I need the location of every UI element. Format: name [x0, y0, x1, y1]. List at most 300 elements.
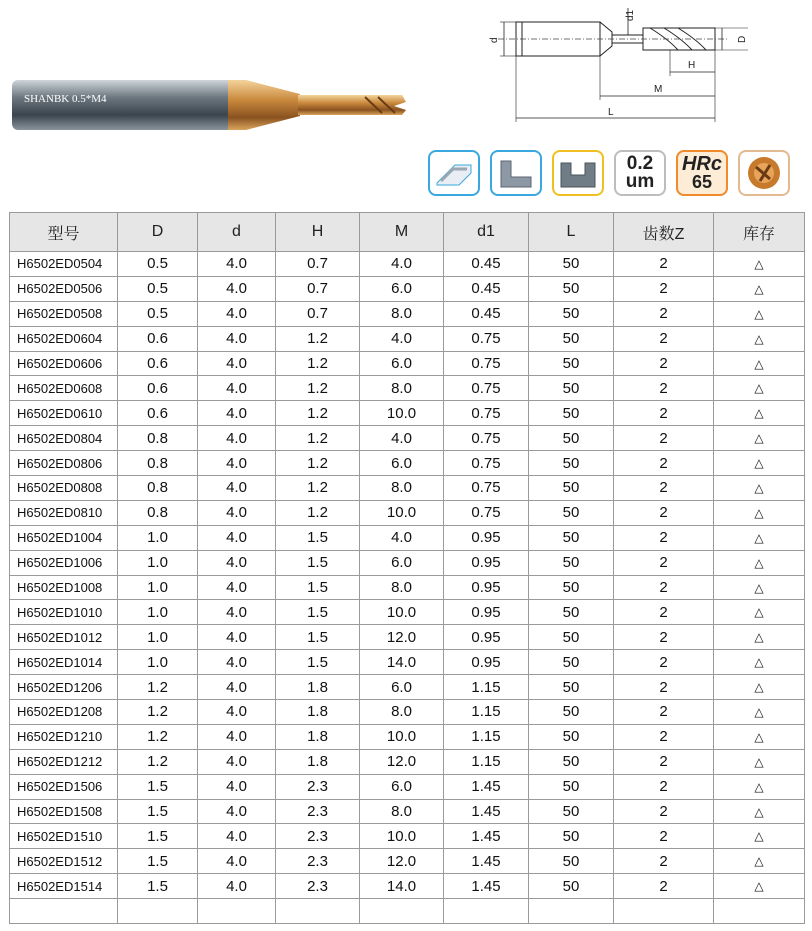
table-row: [10, 625, 805, 650]
cell-d: 4.0: [198, 525, 276, 550]
cell-H: 1.2: [276, 351, 360, 376]
cell-L: 50: [529, 774, 614, 799]
cell-stock: △: [714, 700, 805, 725]
cell-teeth: 2: [614, 401, 714, 426]
cell-M: 4.0: [360, 326, 444, 351]
table-row: [10, 401, 805, 426]
table-row: [10, 451, 805, 476]
cell-teeth: 2: [614, 351, 714, 376]
cell-d: 4.0: [198, 326, 276, 351]
cell-d1: 0.75: [444, 376, 529, 401]
cell-M: 6.0: [360, 451, 444, 476]
cell-H: 1.2: [276, 326, 360, 351]
table-row: [10, 476, 805, 501]
cell-model: H6502ED1208: [10, 700, 118, 725]
cell-M: 6.0: [360, 276, 444, 301]
cell-H: 1.2: [276, 500, 360, 525]
cell-D: 0.6: [118, 326, 198, 351]
cell-teeth: [614, 899, 714, 924]
cell-L: 50: [529, 575, 614, 600]
header-L: L: [529, 213, 614, 252]
header-d1: d1: [444, 213, 529, 252]
cell-d1: 0.95: [444, 600, 529, 625]
table-row: [10, 575, 805, 600]
cell-teeth: 2: [614, 252, 714, 277]
spec-table: [9, 212, 805, 924]
cell-D: 0.5: [118, 301, 198, 326]
cell-d: 4.0: [198, 724, 276, 749]
cell-L: 50: [529, 650, 614, 675]
cell-model: H6502ED1212: [10, 749, 118, 774]
cell-D: 0.8: [118, 476, 198, 501]
cell-M: 6.0: [360, 774, 444, 799]
table-row: [10, 326, 805, 351]
cell-d1: 0.95: [444, 650, 529, 675]
dim-d1: d1: [625, 9, 636, 21]
cell-L: 50: [529, 550, 614, 575]
cell-M: 10.0: [360, 500, 444, 525]
cell-H: 2.3: [276, 849, 360, 874]
cell-d: 4.0: [198, 774, 276, 799]
cell-H: 1.2: [276, 401, 360, 426]
precision-icon: [614, 150, 666, 196]
cell-teeth: 2: [614, 550, 714, 575]
cell-teeth: 2: [614, 700, 714, 725]
table-row: [10, 525, 805, 550]
header-row: [10, 213, 805, 252]
cell-model: [10, 899, 118, 924]
dim-M: M: [654, 84, 663, 95]
cell-teeth: 2: [614, 426, 714, 451]
dim-D: D: [737, 35, 748, 43]
cell-D: [118, 899, 198, 924]
cell-d1: 0.45: [444, 252, 529, 277]
cell-stock: △: [714, 625, 805, 650]
cell-model: H6502ED0808: [10, 476, 118, 501]
cell-D: 1.5: [118, 849, 198, 874]
cell-D: 1.0: [118, 550, 198, 575]
cell-d: 4.0: [198, 874, 276, 899]
cell-D: 1.0: [118, 575, 198, 600]
cell-model: H6502ED1012: [10, 625, 118, 650]
shoulder-milling-icon: [490, 150, 542, 196]
cell-D: 1.2: [118, 700, 198, 725]
table-row: [10, 724, 805, 749]
cell-L: 50: [529, 376, 614, 401]
table-row: [10, 899, 805, 924]
side-milling-icon: [428, 150, 480, 196]
cell-D: 1.2: [118, 749, 198, 774]
cell-L: 50: [529, 525, 614, 550]
cell-H: 1.2: [276, 376, 360, 401]
cell-teeth: 2: [614, 849, 714, 874]
cell-stock: △: [714, 301, 805, 326]
cell-stock: △: [714, 326, 805, 351]
cell-stock: △: [714, 525, 805, 550]
header-D: D: [118, 213, 198, 252]
cell-d1: 0.95: [444, 550, 529, 575]
cell-L: 50: [529, 500, 614, 525]
dimension-drawing: [478, 4, 768, 124]
cell-model: H6502ED1506: [10, 774, 118, 799]
cell-d1: 0.75: [444, 500, 529, 525]
cell-d1: 1.45: [444, 849, 529, 874]
cell-teeth: 2: [614, 625, 714, 650]
cell-model: H6502ED1014: [10, 650, 118, 675]
cell-H: 0.7: [276, 301, 360, 326]
cell-d1: 0.75: [444, 476, 529, 501]
cell-teeth: 2: [614, 874, 714, 899]
coating-icon: [738, 150, 790, 196]
table-row: [10, 774, 805, 799]
header-model: 型号: [10, 213, 118, 252]
cell-d: 4.0: [198, 252, 276, 277]
cell-teeth: 2: [614, 749, 714, 774]
cell-D: 0.6: [118, 376, 198, 401]
cell-model: H6502ED1210: [10, 724, 118, 749]
cell-d: 4.0: [198, 824, 276, 849]
cell-teeth: 2: [614, 824, 714, 849]
cell-M: 12.0: [360, 749, 444, 774]
cell-d: 4.0: [198, 700, 276, 725]
cell-H: 1.2: [276, 476, 360, 501]
cell-stock: △: [714, 575, 805, 600]
header-H: H: [276, 213, 360, 252]
cell-d: 4.0: [198, 849, 276, 874]
cell-M: 14.0: [360, 650, 444, 675]
cell-L: 50: [529, 749, 614, 774]
cell-d: 4.0: [198, 650, 276, 675]
cell-M: 8.0: [360, 476, 444, 501]
table-row: [10, 376, 805, 401]
table-row: [10, 252, 805, 277]
cell-teeth: 2: [614, 774, 714, 799]
cell-model: H6502ED1010: [10, 600, 118, 625]
table-row: [10, 276, 805, 301]
cell-model: H6502ED1514: [10, 874, 118, 899]
cell-L: 50: [529, 600, 614, 625]
cell-M: 8.0: [360, 301, 444, 326]
cell-L: 50: [529, 451, 614, 476]
cell-teeth: 2: [614, 500, 714, 525]
cell-stock: [714, 899, 805, 924]
cell-d: 4.0: [198, 276, 276, 301]
cell-model: H6502ED0610: [10, 401, 118, 426]
cell-d1: 0.75: [444, 351, 529, 376]
cell-D: 1.0: [118, 650, 198, 675]
cell-M: 8.0: [360, 700, 444, 725]
cell-model: H6502ED1508: [10, 799, 118, 824]
cell-teeth: 2: [614, 799, 714, 824]
cell-L: 50: [529, 675, 614, 700]
cell-D: 1.2: [118, 724, 198, 749]
table-row: [10, 799, 805, 824]
cell-d: [198, 899, 276, 924]
cell-d: 4.0: [198, 351, 276, 376]
cell-D: 0.8: [118, 451, 198, 476]
cell-stock: △: [714, 451, 805, 476]
table-row: [10, 874, 805, 899]
cell-stock: △: [714, 476, 805, 501]
cell-teeth: 2: [614, 675, 714, 700]
cell-model: H6502ED0606: [10, 351, 118, 376]
cell-H: [276, 899, 360, 924]
cell-D: 1.0: [118, 625, 198, 650]
cell-stock: △: [714, 799, 805, 824]
cell-d1: 0.95: [444, 575, 529, 600]
table-row: [10, 600, 805, 625]
cell-M: 10.0: [360, 824, 444, 849]
cell-teeth: 2: [614, 451, 714, 476]
cell-H: 1.5: [276, 650, 360, 675]
cell-H: 2.3: [276, 824, 360, 849]
cell-H: 2.3: [276, 799, 360, 824]
cell-M: 8.0: [360, 575, 444, 600]
cell-model: H6502ED0804: [10, 426, 118, 451]
cell-d: 4.0: [198, 550, 276, 575]
cell-D: 1.5: [118, 824, 198, 849]
cell-stock: △: [714, 550, 805, 575]
cell-M: 8.0: [360, 799, 444, 824]
cell-H: 1.8: [276, 724, 360, 749]
cell-stock: △: [714, 500, 805, 525]
cell-stock: △: [714, 874, 805, 899]
cell-d1: 0.75: [444, 326, 529, 351]
dim-d: d: [489, 37, 500, 43]
cell-D: 0.5: [118, 252, 198, 277]
cell-model: H6502ED1004: [10, 525, 118, 550]
cell-D: 1.5: [118, 774, 198, 799]
slot-milling-icon: [552, 150, 604, 196]
cell-stock: △: [714, 351, 805, 376]
cell-M: 8.0: [360, 376, 444, 401]
cell-teeth: 2: [614, 326, 714, 351]
table-row: [10, 675, 805, 700]
precision-value: 0.2: [626, 153, 654, 174]
cell-L: 50: [529, 700, 614, 725]
cell-H: 0.7: [276, 252, 360, 277]
cell-d1: 1.15: [444, 675, 529, 700]
cell-H: 1.5: [276, 525, 360, 550]
cell-teeth: 2: [614, 376, 714, 401]
cell-d: 4.0: [198, 749, 276, 774]
cell-D: 0.6: [118, 351, 198, 376]
cell-stock: △: [714, 650, 805, 675]
table-row: [10, 351, 805, 376]
cell-d: 4.0: [198, 451, 276, 476]
cell-H: 1.8: [276, 700, 360, 725]
cell-teeth: 2: [614, 476, 714, 501]
cell-L: 50: [529, 849, 614, 874]
cell-d: 4.0: [198, 401, 276, 426]
cell-d: 4.0: [198, 675, 276, 700]
cell-model: H6502ED1206: [10, 675, 118, 700]
cell-model: H6502ED0810: [10, 500, 118, 525]
cell-D: 1.0: [118, 525, 198, 550]
dim-H: H: [688, 60, 696, 71]
cell-d1: 0.45: [444, 276, 529, 301]
table-row: [10, 301, 805, 326]
cell-stock: △: [714, 724, 805, 749]
cell-model: H6502ED0608: [10, 376, 118, 401]
cell-H: 1.5: [276, 600, 360, 625]
cell-H: 1.5: [276, 625, 360, 650]
cell-H: 2.3: [276, 774, 360, 799]
cell-L: 50: [529, 625, 614, 650]
cell-d1: 0.75: [444, 426, 529, 451]
cell-model: H6502ED1512: [10, 849, 118, 874]
cell-M: 12.0: [360, 625, 444, 650]
cell-L: 50: [529, 326, 614, 351]
cell-M: 4.0: [360, 525, 444, 550]
cell-L: 50: [529, 824, 614, 849]
cell-L: 50: [529, 401, 614, 426]
cell-stock: △: [714, 276, 805, 301]
cell-stock: △: [714, 749, 805, 774]
table-row: [10, 426, 805, 451]
cell-L: 50: [529, 351, 614, 376]
cell-teeth: 2: [614, 600, 714, 625]
dim-L: L: [608, 107, 614, 118]
cell-M: 4.0: [360, 252, 444, 277]
cell-stock: △: [714, 401, 805, 426]
table-row: [10, 550, 805, 575]
cell-L: 50: [529, 874, 614, 899]
cell-H: 1.8: [276, 675, 360, 700]
cell-L: 50: [529, 799, 614, 824]
cell-d1: 0.95: [444, 525, 529, 550]
cell-D: 1.5: [118, 874, 198, 899]
cell-D: 1.0: [118, 600, 198, 625]
cell-D: 0.8: [118, 500, 198, 525]
cell-M: 10.0: [360, 401, 444, 426]
cell-L: 50: [529, 301, 614, 326]
cell-M: 4.0: [360, 426, 444, 451]
cell-d: 4.0: [198, 426, 276, 451]
table-row: [10, 500, 805, 525]
cell-teeth: 2: [614, 650, 714, 675]
cell-model: H6502ED0504: [10, 252, 118, 277]
cell-d1: 0.95: [444, 625, 529, 650]
cell-model: H6502ED0604: [10, 326, 118, 351]
cell-d1: 1.45: [444, 824, 529, 849]
cell-H: 0.7: [276, 276, 360, 301]
cell-D: 0.5: [118, 276, 198, 301]
hardness-icon: [676, 150, 728, 196]
cell-M: 10.0: [360, 600, 444, 625]
cell-d: 4.0: [198, 500, 276, 525]
cell-L: 50: [529, 276, 614, 301]
cell-d1: [444, 899, 529, 924]
cell-stock: △: [714, 426, 805, 451]
cell-model: H6502ED0506: [10, 276, 118, 301]
header-M: M: [360, 213, 444, 252]
cell-D: 1.2: [118, 675, 198, 700]
cell-L: 50: [529, 252, 614, 277]
cell-H: 1.5: [276, 575, 360, 600]
table-row: [10, 700, 805, 725]
cell-d1: 1.45: [444, 874, 529, 899]
cell-d: 4.0: [198, 301, 276, 326]
cell-M: 12.0: [360, 849, 444, 874]
cell-model: H6502ED1006: [10, 550, 118, 575]
cell-M: 6.0: [360, 351, 444, 376]
cell-H: 1.8: [276, 749, 360, 774]
cell-M: 14.0: [360, 874, 444, 899]
feature-icons: [428, 150, 790, 198]
cell-D: 0.6: [118, 401, 198, 426]
cell-d1: 1.45: [444, 799, 529, 824]
cell-L: 50: [529, 476, 614, 501]
tool-label: SHANBK 0.5*M4: [24, 93, 107, 105]
cell-D: 0.8: [118, 426, 198, 451]
cell-d: 4.0: [198, 575, 276, 600]
hardness-label: HRc: [681, 153, 722, 175]
cell-L: 50: [529, 724, 614, 749]
precision-unit: um: [625, 171, 655, 192]
cell-L: 50: [529, 426, 614, 451]
cell-M: 6.0: [360, 675, 444, 700]
cell-d: 4.0: [198, 799, 276, 824]
cell-stock: △: [714, 849, 805, 874]
cell-model: H6502ED0806: [10, 451, 118, 476]
cell-H: 2.3: [276, 874, 360, 899]
cell-stock: △: [714, 824, 805, 849]
cell-model: H6502ED0508: [10, 301, 118, 326]
cell-H: 1.2: [276, 451, 360, 476]
hardness-value: 65: [691, 172, 713, 192]
cell-stock: △: [714, 774, 805, 799]
cell-H: 1.5: [276, 550, 360, 575]
cell-H: 1.2: [276, 426, 360, 451]
cell-M: 6.0: [360, 550, 444, 575]
cell-d1: 1.15: [444, 724, 529, 749]
cell-M: 10.0: [360, 724, 444, 749]
cell-model: H6502ED1510: [10, 824, 118, 849]
cell-L: [529, 899, 614, 924]
header-teeth: 齿数Z: [614, 213, 714, 252]
cell-d1: 0.75: [444, 401, 529, 426]
table-row: [10, 824, 805, 849]
cell-stock: △: [714, 600, 805, 625]
end-mill-photo: [10, 78, 410, 134]
cell-stock: △: [714, 376, 805, 401]
cell-teeth: 2: [614, 301, 714, 326]
cell-teeth: 2: [614, 575, 714, 600]
cell-stock: △: [714, 252, 805, 277]
cell-d1: 0.45: [444, 301, 529, 326]
cell-model: H6502ED1008: [10, 575, 118, 600]
cell-teeth: 2: [614, 525, 714, 550]
cell-d: 4.0: [198, 600, 276, 625]
cell-stock: △: [714, 675, 805, 700]
cell-teeth: 2: [614, 724, 714, 749]
cell-M: [360, 899, 444, 924]
table-row: [10, 849, 805, 874]
cell-d: 4.0: [198, 476, 276, 501]
header-d: d: [198, 213, 276, 252]
cell-d1: 1.45: [444, 774, 529, 799]
cell-teeth: 2: [614, 276, 714, 301]
cell-d: 4.0: [198, 376, 276, 401]
cell-d1: 1.15: [444, 749, 529, 774]
cell-d1: 0.75: [444, 451, 529, 476]
header-stock: 库存: [714, 213, 805, 252]
table-row: [10, 749, 805, 774]
table-row: [10, 650, 805, 675]
cell-D: 1.5: [118, 799, 198, 824]
cell-d: 4.0: [198, 625, 276, 650]
